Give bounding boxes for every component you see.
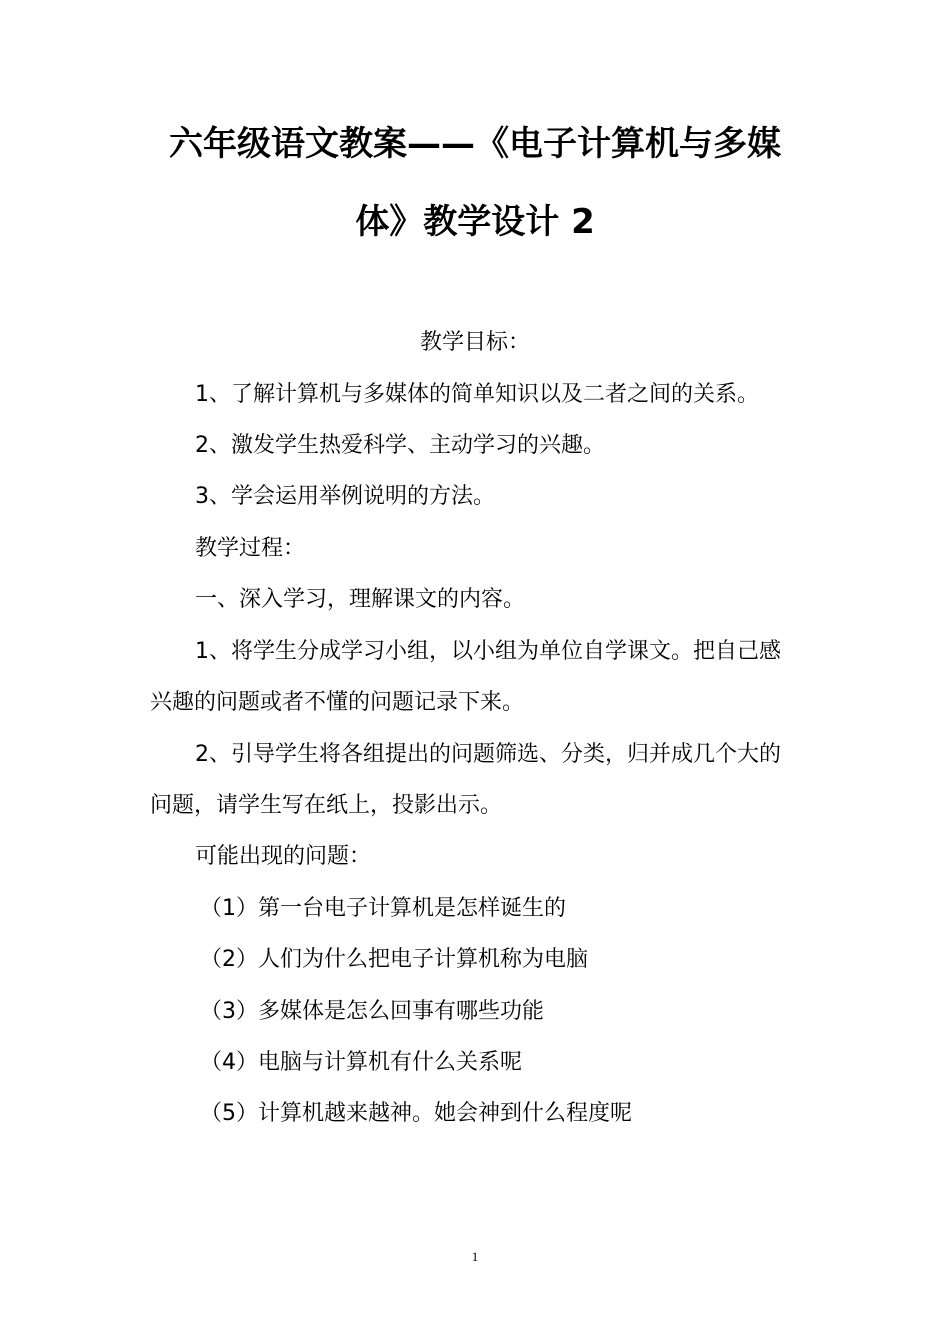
step-1-line-2: 兴趣的问题或者不懂的问题记录下来。 bbox=[150, 690, 525, 715]
objective-item-1: 1、了解计算机与多媒体的简单知识以及二者之间的关系。 bbox=[195, 382, 759, 407]
process-heading: 教学过程： bbox=[195, 536, 306, 561]
question-item-2: （2）人们为什么把电子计算机称为电脑 bbox=[200, 947, 588, 972]
question-item-1: （1）第一台电子计算机是怎样诞生的 bbox=[200, 896, 566, 921]
question-item-3: （3）多媒体是怎么回事有哪些功能 bbox=[200, 999, 544, 1024]
questions-heading: 可能出现的问题： bbox=[195, 844, 372, 869]
title-line-2: 体》教学设计 2 bbox=[355, 202, 595, 242]
objectives-heading: 教学目标： bbox=[419, 330, 530, 355]
objective-item-2: 2、激发学生热爱科学、主动学习的兴趣。 bbox=[195, 433, 605, 458]
page-number: 1 bbox=[471, 1249, 479, 1264]
question-item-5: （5）计算机越来越神。她会神到什么程度呢 bbox=[200, 1101, 632, 1126]
step-2-line-1: 2、引导学生将各组提出的问题筛选、分类，归并成几个大的 bbox=[195, 742, 781, 767]
step-1-line-1: 1、将学生分成学习小组，以小组为单位自学课文。把自己感 bbox=[195, 639, 781, 664]
section-one-heading: 一、深入学习，理解课文的内容。 bbox=[195, 587, 526, 612]
step-2-line-2: 问题，请学生写在纸上，投影出示。 bbox=[150, 793, 503, 818]
objective-item-3: 3、学会运用举例说明的方法。 bbox=[195, 484, 495, 509]
question-item-4: （4）电脑与计算机有什么关系呢 bbox=[200, 1050, 522, 1075]
title-line-1: 六年级语文教案——《电子计算机与多媒 bbox=[169, 124, 781, 164]
